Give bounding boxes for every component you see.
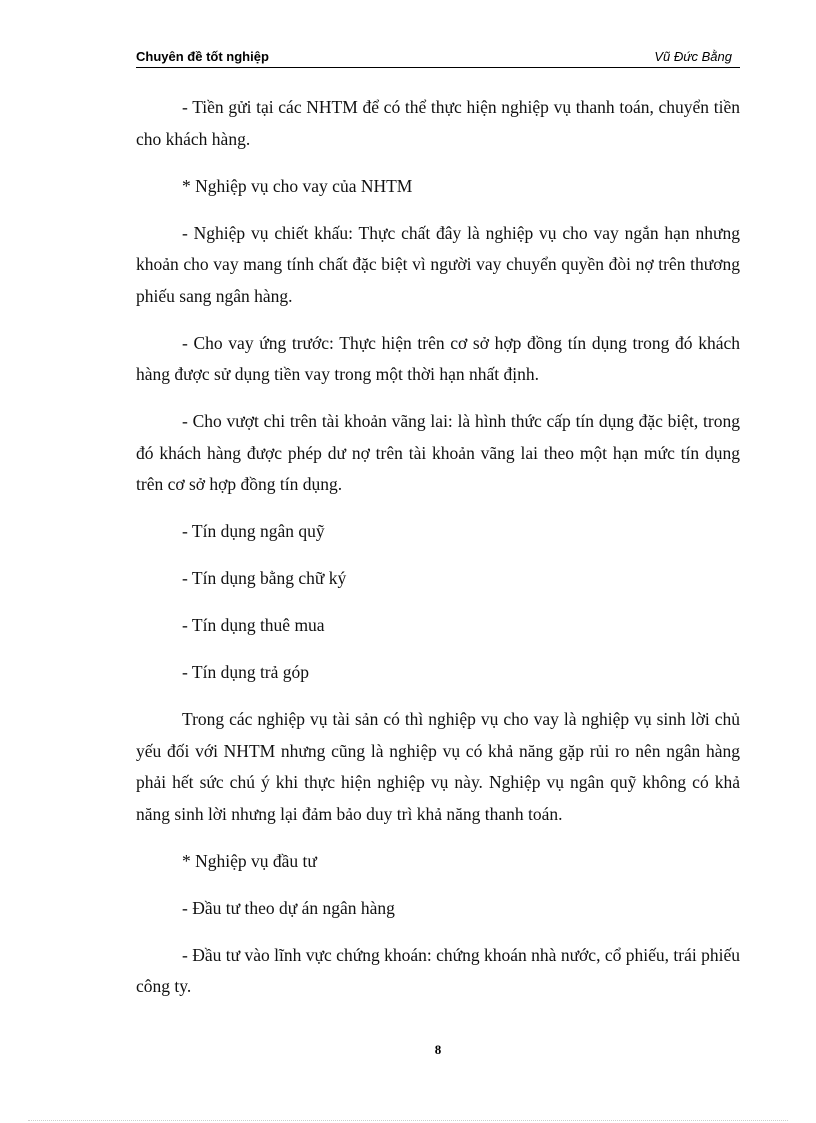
paragraph-overdraft: - Cho vượt chi trên tài khoản vãng lai: là hình thức cấp tín dụng đặc biệt, trong đó khách hàng được phép dư nợ trên tài khoản vãng lai theo một hạn mức tín dụng trên cơ sở hợp đồng tín dụng. (136, 411, 740, 494)
list-item-installment-credit: - Tín dụng trả góp (182, 662, 310, 682)
list-item-project-investment: - Đầu tư theo dự án ngân hàng (182, 897, 395, 918)
paragraph-securities-investment: - Đầu tư vào lĩnh vực chứng khoán: chứng khoán nhà nước, cổ phiếu, trái phiếu công ty. (136, 944, 740, 996)
paragraph-discounting: - Nghiệp vụ chiết khấu: Thực chất đây là nghiệp vụ cho vay ngắn hạn nhưng khoản cho vay mang tính chất đặc biệt vì người vay chuyển quyền đòi nợ trên thương phiếu sang ngân hàng. (136, 222, 740, 306)
page-number: 8 (434, 1042, 442, 1057)
document-body (136, 92, 740, 1018)
list-item-lease-credit: - Tín dụng thuê mua (182, 615, 325, 635)
heading-lending: * Nghiệp vụ cho vay của NHTM (182, 175, 413, 196)
header-author: Vũ Đức Bằng (654, 49, 732, 64)
paragraph-deposits: - Tiền gửi tại các NHTM để có thể thực hiện nghiệp vụ thanh toán, chuyển tiền cho khách hàng. (136, 97, 740, 149)
page-bottom-divider (28, 1120, 788, 1121)
list-item-cash-credit: - Tín dụng ngân quỹ (182, 521, 325, 541)
heading-investment: * Nghiệp vụ đầu tư (182, 850, 317, 871)
list-item-signature-credit: - Tín dụng bằng chữ ký (182, 568, 347, 588)
paragraph-advance-loan: - Cho vay ứng trước: Thực hiện trên cơ sở hợp đồng tín dụng trong đó khách hàng được sử dụng tiền vay trong một thời hạn nhất định. (136, 332, 740, 384)
paragraph-asset-operations: Trong các nghiệp vụ tài sản có thì nghiệp vụ cho vay là nghiệp vụ sinh lời chủ yếu đối với NHTM nhưng cũng là nghiệp vụ có khả năng gặp rủi ro nên ngân hàng phải hết sức chú ý khi thực hiện nghiệp vụ này. Nghiệp vụ ngân quỹ không có khả năng sinh lời nhưng lại đảm bảo duy trì khả năng thanh toán. (136, 709, 740, 824)
header-title: Chuyên đề tốt nghiệp (136, 49, 269, 64)
page-header (136, 47, 740, 68)
